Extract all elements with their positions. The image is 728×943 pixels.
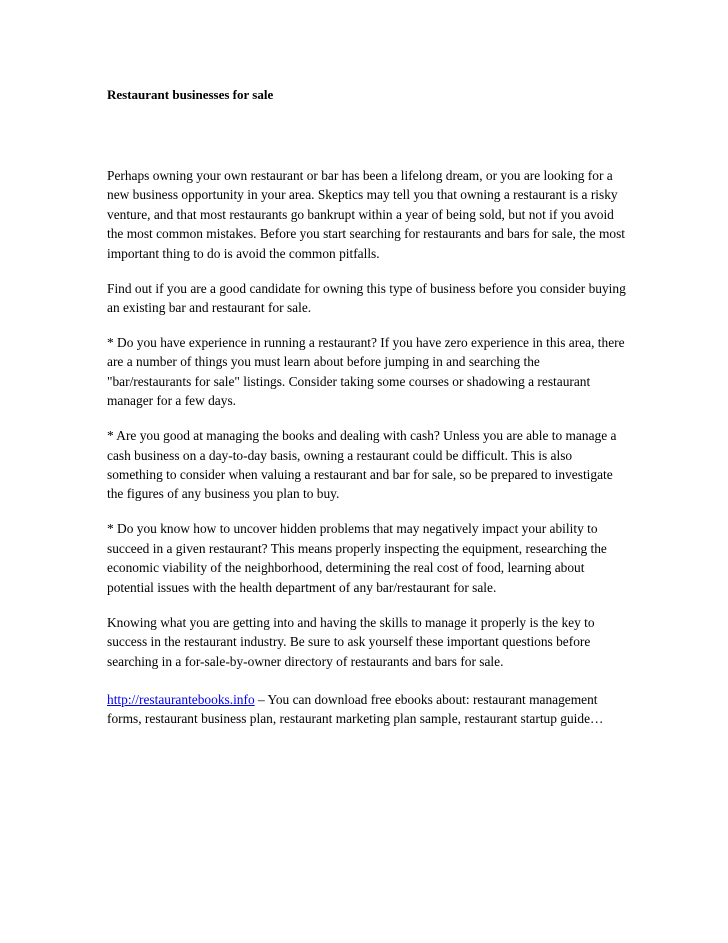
- footer-paragraph: [107, 690, 627, 729]
- restaurantebooks-link[interactable]: http://restaurantebooks.info: [107, 691, 255, 707]
- paragraph-conclusion: Knowing what you are getting into and having the skills to manage it properly is the key to success in the restaurant industry. Be sure to ask yourself these important questions before searching in a for-sale-by-owner directory of restaurants and bars for sale.: [107, 614, 595, 669]
- paragraph-books-cash: * Are you good at managing the books and dealing with cash? Unless you are able to manage a cash business on a day-to-day basis, owning a restaurant could be difficult. This is also something to consider when valuing a restaurant and bar for sale, so be prepared to investigate the figures of any business you plan to buy.: [107, 428, 617, 502]
- footer-text: – You can download free ebooks about: restaurant management forms, restaurant business plan, restaurant marketing plan sample, restaurant startup guide…: [107, 691, 604, 727]
- paragraph-candidate: Find out if you are a good candidate for owning this type of business before you consider buying an existing bar and restaurant for sale.: [107, 280, 626, 316]
- paragraph-intro: Perhaps owning your own restaurant or bar has been a lifelong dream, or you are looking for a new business opportunity in your area. Skeptics may tell you that owning a restaurant is a risky venture, and that most restaurants go bankrupt within a year of being sold, but not if you avoid the most common mistakes. Before you start searching for restaurants and bars for sale, the most important thing to do is avoid the common pitfalls.: [107, 168, 626, 261]
- document-body: [107, 166, 627, 744]
- document-title: Restaurant businesses for sale: [107, 87, 274, 102]
- paragraph-experience: * Do you have experience in running a restaurant? If you have zero experience in this area, there are a number of things you must learn about before jumping in and searching the "bar/restaurants for sale" listings. Consider taking some courses or shadowing a restaurant manager for a few days.: [107, 335, 625, 409]
- paragraph-hidden-problems: * Do you know how to uncover hidden problems that may negatively impact your ability to succeed in a given restaurant? This means properly inspecting the equipment, researching the economic viability of the neighborhood, determining the real cost of food, learning about potential issues with the health department of any bar/restaurant for sale.: [107, 521, 607, 595]
